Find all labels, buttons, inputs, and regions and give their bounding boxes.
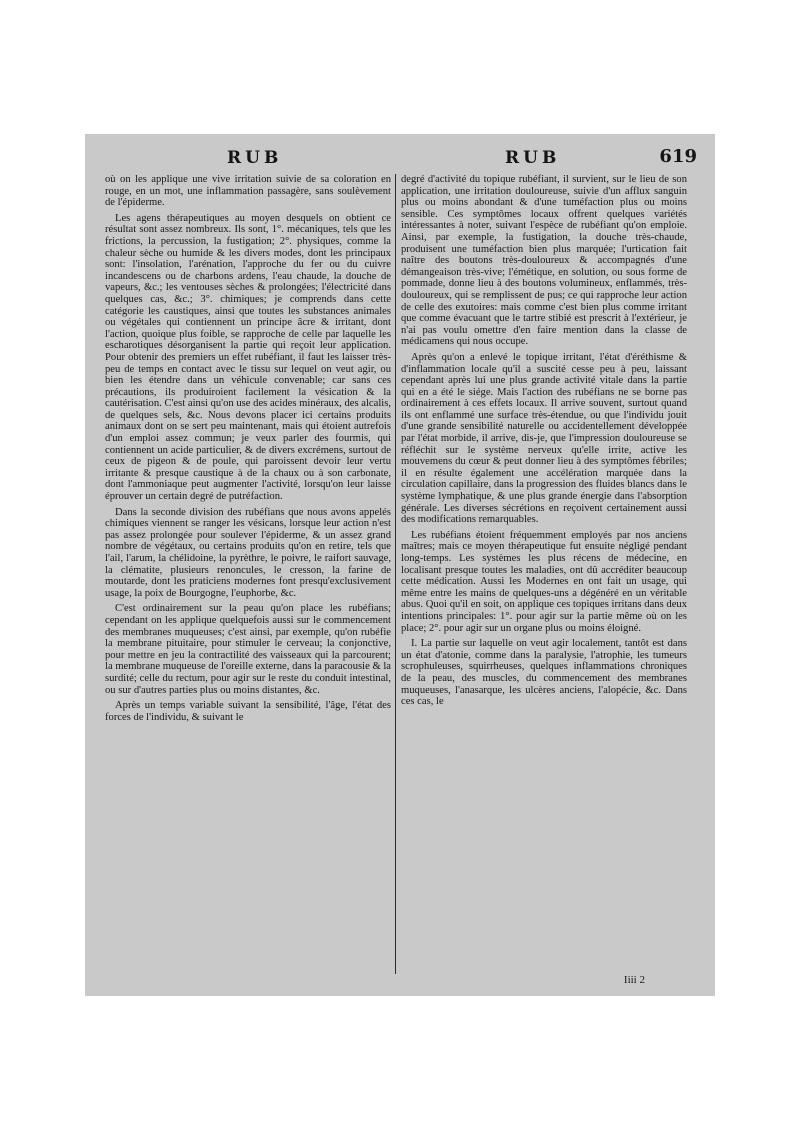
running-head-left: RUB [227, 148, 283, 168]
left-paragraph-4: C'est ordinairement sur la peau qu'on place les rubéfians; cependant on les applique quelquefois aussi sur le commencement des membranes muqueuses; c'est ainsi, par exemple, qu'on rubéfie la membrane pituitaire, pour stimuler le cerveau; la conjonctive, pour mettre en jeu la contractilité des vaisseaux qui la parcourent; la membrane muqueuse de l'oreille externe, dans la paracousie & la surdité; celle du rectum, pour agir sur le reste du conduit intestinal, ou sur d'autres parties plus ou moins distantes, &c. [105, 603, 391, 696]
left-paragraph-1: où on les applique une vive irritation suivie de sa coloration en rouge, en un mot, une inflammation passagère, sans soulèvement de l'épiderme. [105, 174, 391, 209]
left-column [105, 174, 391, 727]
right-paragraph-1: degré d'activité du topique rubéfiant, il survient, sur le lieu de son application, une irritation douloureuse, suivie d'un afflux sanguin plus ou moins abondant & d'une tuméfaction plus ou moins sensible. Ces symptômes locaux offrent quelques variétés intéressantes à noter, suivant l'espèce de rubéfiant qu'on emploie. Ainsi, par exemple, la fustigation, la douche très-chaude, produisent une tuméfaction bien plus marquée; l'urtication fait naître des boutons très-douloureux & accompagnés d'une démangeaison très-vive; l'émétique, en solution, ou sous forme de pommade, donne lieu à des boutons volumineux, enflammés, très-douloureux, qui se remplissent de pus; ce qui rapproche leur action de celle des exutoires: mais comme c'est bien plus comme irritant que comme évacuant que le tartre stibié est prescrit à l'extérieur, je n'ai pas voulu omettre d'en faire mention dans la classe de médicamens qui nous occupe. [401, 174, 687, 348]
right-column [401, 174, 687, 712]
left-paragraph-3: Dans la seconde division des rubéfians que nous avons appelés chimiques viennent se ranger les vésicans, lorsque leur action n'est pas assez prolongée pour soulever l'épiderme, & un assez grand nombre de végétaux, ou certains produits qu'on en retire, tels que l'ail, l'arum, la chélidoine, la pyrèthre, le poivre, le raifort sauvage, la clématite, plusieurs renoncules, le cresson, la farine de moutarde, dont les praticiens modernes font presqu'exclusivement usage, la poix de Bourgogne, l'euphorbe, &c. [105, 506, 391, 599]
column-divider [395, 174, 396, 974]
right-paragraph-4: I. La partie sur laquelle on veut agir localement, tantôt est dans un état d'atonie, comme dans la paralysie, l'atrophie, les tumeurs scrophuleuses, squirrheuses, quelques inflammations chroniques de la peau, des muscles, du commencement des membranes muqueuses, l'anasarque, les ulcères anciens, l'alopécie, &c. Dans ces cas, le [401, 638, 687, 708]
left-paragraph-5: Après un temps variable suivant la sensibilité, l'âge, l'état des forces de l'individu, & suivant le [105, 700, 391, 723]
left-paragraph-2: Les agens thérapeutiques au moyen desquels on obtient ce résultat sont assez nombreux. Ils sont, 1°. mécaniques, tels que les frictions, la percussion, la fustigation; 2°. physiques, comme la chaleur sèche ou humide & les divers modes, dont les principaux sont: l'insolation, l'arénation, l'approche du fer ou du cuivre incandescens ou de charbons ardens, l'eau chaude, la douche de vapeurs, &c.; les ventouses sèches & prolongées; l'électricité dans quelques cas, &c.; 3°. chimiques; je comprends dans cette catégorie les caustiques, ainsi que toutes les substances animales ou végétales qui contiennent un principe âcre & irritant, dont l'action, quoique plus foible, se rapproche de celle par laquelle les escharotiques désorganisent la partie qui reçoit leur application. Pour obtenir des premiers un effet rubéfiant, il faut les laisser très-peu de temps en contact avec le tissu sur lequel on veut agir, ou bien les étendre dans un véhicule convenable; car sans ces précautions, ils produiroient facilement la vésication & la cautérisation. C'est ainsi qu'on use des acides minéraux, des alcalis, de quelques sels, &c. Nous devons placer ici certains produits animaux dont on se sert peu maintenant, mais qui étoient autrefois d'un emploi assez commun; je veux parler des fourmis, qui contiennent un acide particulier, & de divers excrémens, surtout de ceux de pigeon & de poule, qui paroissent devoir leur vertu irritante & presque caustique à de la chaux ou à son carbonate, dont l'ammoniaque peut augmenter l'activité, lorsqu'on leur laisse éprouver un certain degré de putréfaction. [105, 212, 391, 503]
running-head-right: RUB [505, 148, 561, 168]
right-paragraph-3: Les rubéfians étoient fréquemment employés par nos anciens maîtres; mais ce moyen thérapeutique fut ensuite négligé pendant long-temps. Les systèmes les plus récens de médecine, en localisant presque toutes les maladies, ont dû accréditer beaucoup cette médication. Aussi les Modernes en ont fait un usage, qui même entre les mains de quelques-uns a dégénéré en un véritable abus. Quoi qu'il en soit, on applique ces topiques irritans dans deux intentions principales: 1°. pour agir sur la partie même où on les place; 2°. pour agir sur un organe plus ou moins éloigné. [401, 529, 687, 634]
scanned-page [85, 134, 715, 996]
page-number: 619 [659, 146, 697, 167]
right-paragraph-2: Après qu'on a enlevé le topique irritant, l'état d'éréthisme & d'inflammation locale qu'il a suscité cesse peu à peu, laissant cependant après lui une plus grande activité vitale dans la partie qui en a été le siége. Mais l'action des rubéfians ne se borne pas ordinairement à ces effets locaux. Il arrive souvent, surtout quand ils ont enflammé une surface très-étendue, ou que l'individu jouit d'une grande sensibilité naturelle ou accidentellement développée par l'état morbide, il arrive, dis-je, que l'impression douloureuse se réfléchit sur le système nerveux qu'elle irrite, active les mouvemens du cœur & peut donner lieu à des symptômes fébriles; il en résulte également une accélération marquée dans la circulation capillaire, dans la progression des fluides blancs dans le système lymphatique, & une plus grande énergie dans l'absorption générale. Les diverses sécrétions en reçoivent certainement aussi des modifications remarquables. [401, 351, 687, 526]
signature-mark: Iiii 2 [623, 974, 645, 986]
